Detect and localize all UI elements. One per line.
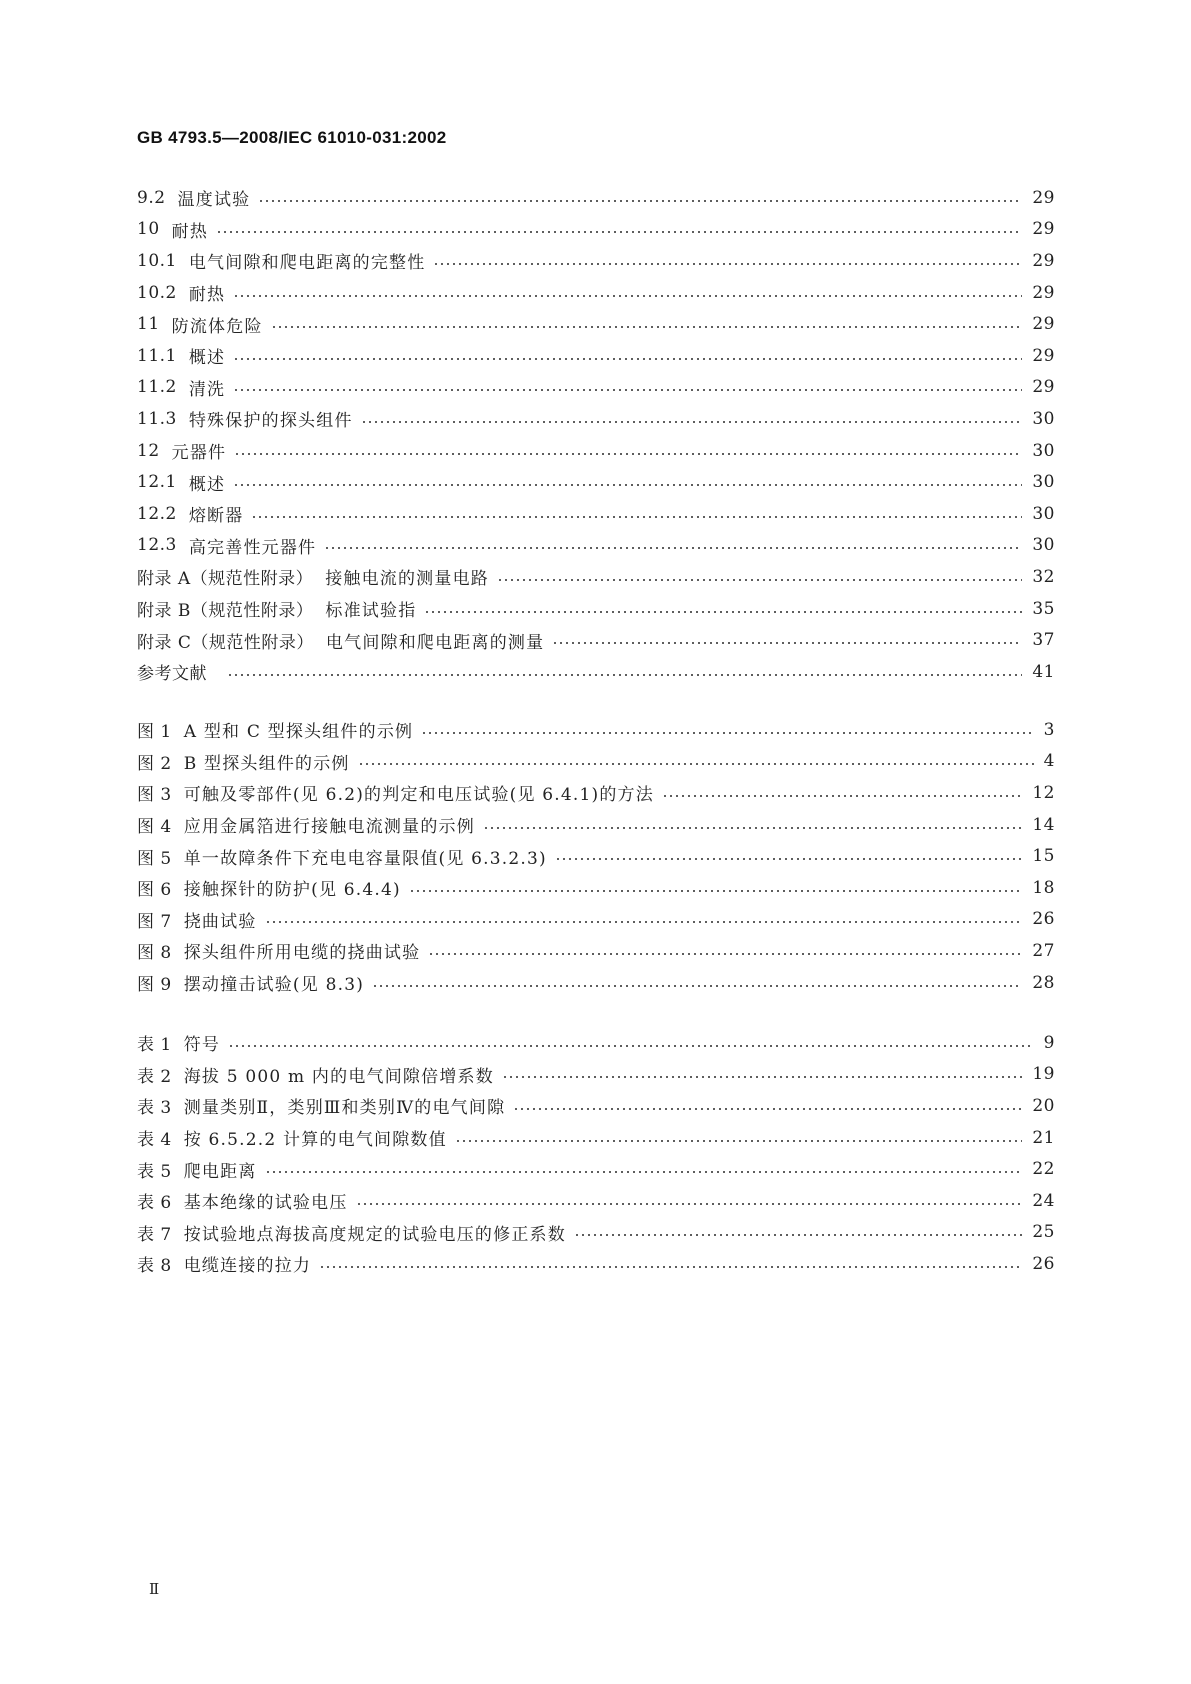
toc-entry-title: 耐热	[171, 221, 209, 242]
toc-entry-page: 30	[1032, 440, 1055, 461]
dot-leader	[513, 1108, 1022, 1110]
toc-entry-page: 29	[1032, 250, 1055, 271]
table-entry-number: 表 4	[137, 1130, 172, 1151]
figure-entry[interactable]	[137, 809, 1055, 841]
figure-entry-page: 18	[1032, 877, 1055, 898]
toc-entry-title: 熔断器	[188, 506, 244, 527]
table-entry-page: 21	[1032, 1127, 1055, 1148]
figure-entry-number: 图 8	[137, 943, 172, 964]
toc-entry-title: 耐热	[188, 285, 226, 306]
standard-id-header: GB 4793.5—2008/IEC 61010-031:2002	[137, 128, 447, 147]
figure-entry-number: 图 1	[137, 722, 172, 743]
table-entry-page: 26	[1032, 1253, 1055, 1274]
toc-entry[interactable]	[137, 624, 1055, 656]
dot-leader	[265, 1171, 1023, 1173]
table-entry-number: 表 8	[137, 1256, 172, 1277]
table-entry-number: 表 7	[137, 1224, 172, 1245]
toc-entry-title: 特殊保护的探头组件	[188, 411, 353, 432]
figure-entry-page: 4	[1043, 751, 1055, 772]
figure-entry-number: 图 2	[137, 753, 172, 774]
dot-leader	[574, 1234, 1022, 1236]
toc-entry-page: 41	[1032, 661, 1055, 682]
figure-entry[interactable]	[137, 872, 1055, 904]
figure-entry[interactable]	[137, 904, 1055, 936]
toc-entry-page: 32	[1032, 566, 1055, 587]
toc-entry[interactable]	[137, 372, 1055, 404]
table-entry[interactable]	[137, 1122, 1055, 1154]
figure-entry-title: 单一故障条件下充电电容量限值(见 6.3.2.3)	[183, 848, 547, 869]
figure-entry[interactable]	[137, 840, 1055, 872]
toc-entry-number: 参考文献	[137, 664, 207, 685]
dot-leader	[233, 358, 1022, 360]
table-entry-title: 电缆连接的拉力	[183, 1256, 312, 1277]
table-entry-title: 基本绝缘的试验电压	[183, 1193, 348, 1214]
figure-entry-title: B 型探头组件的示例	[183, 753, 350, 774]
dot-leader	[372, 985, 1022, 987]
figure-entry-number: 图 3	[137, 785, 172, 806]
toc-entry-number: 10.2	[137, 282, 177, 303]
table-entry-number: 表 1	[137, 1035, 172, 1056]
dot-leader	[233, 295, 1022, 297]
table-entry-title: 海拔 5 000 m 内的电气间隙倍增系数	[183, 1066, 494, 1087]
table-entry[interactable]	[137, 1090, 1055, 1122]
toc-entry-page: 37	[1032, 630, 1055, 651]
figure-entry-page: 28	[1032, 972, 1055, 993]
dot-leader	[319, 1266, 1022, 1268]
toc-entry[interactable]	[137, 498, 1055, 530]
figure-entry-page: 12	[1032, 782, 1055, 803]
toc-entry-number: 11.3	[137, 408, 177, 429]
dot-leader	[227, 674, 1022, 676]
table-entry-number: 表 3	[137, 1098, 172, 1119]
toc-entry-title: 温度试验	[177, 190, 251, 211]
figure-entry-page: 15	[1032, 846, 1055, 867]
dot-leader	[552, 642, 1022, 644]
toc-entry-page: 30	[1032, 472, 1055, 493]
toc-entry-page: 29	[1032, 187, 1055, 208]
table-entry-number: 表 5	[137, 1161, 172, 1182]
toc-entry-title: 元器件	[171, 443, 227, 464]
toc-entry-page: 30	[1032, 535, 1055, 556]
table-entry[interactable]	[137, 1185, 1055, 1217]
figure-entry-number: 图 5	[137, 848, 172, 869]
table-entry-number: 表 6	[137, 1193, 172, 1214]
table-entry-number: 表 2	[137, 1066, 172, 1087]
toc-entry[interactable]	[137, 245, 1055, 277]
figure-entry-title: 摆动撞击试验(见 8.3)	[183, 975, 365, 996]
toc-entry-page: 29	[1032, 314, 1055, 335]
dot-leader	[233, 389, 1022, 391]
table-entry-page: 25	[1032, 1222, 1055, 1243]
table-entry[interactable]	[137, 1217, 1055, 1249]
dot-leader	[497, 579, 1022, 581]
table-entry[interactable]	[137, 1059, 1055, 1091]
table-entry-title: 符号	[183, 1035, 221, 1056]
toc-entry-number: 附录 A（规范性附录）	[137, 569, 314, 590]
figure-entry-title: 接触探针的防护(见 6.4.4)	[183, 880, 401, 901]
toc-entry-title: 清洗	[188, 379, 226, 400]
toc-entry[interactable]	[137, 182, 1055, 214]
dot-leader	[228, 1045, 1034, 1047]
toc-entry-title: 电气间隙和爬电距离的完整性	[188, 253, 426, 274]
dot-leader	[265, 921, 1023, 923]
dot-leader	[234, 453, 1022, 455]
dot-leader	[455, 1140, 1023, 1142]
dot-leader	[428, 953, 1022, 955]
toc-entry-page: 29	[1032, 377, 1055, 398]
toc-entry-number: 12.3	[137, 535, 177, 556]
figure-entry-page: 3	[1043, 719, 1055, 740]
figure-entry-number: 图 6	[137, 880, 172, 901]
table-entry-title: 爬电距离	[183, 1161, 257, 1182]
dot-leader	[271, 326, 1023, 328]
toc-entry[interactable]	[137, 656, 1055, 688]
dot-leader	[251, 516, 1022, 518]
toc-entry[interactable]	[137, 340, 1055, 372]
toc-entry-title: 标准试验指	[325, 601, 417, 622]
toc-entry-number: 12.1	[137, 472, 177, 493]
figure-entry-page: 14	[1032, 814, 1055, 835]
figure-entry-page: 26	[1032, 909, 1055, 930]
table-entry[interactable]	[137, 1153, 1055, 1185]
dot-leader	[324, 547, 1022, 549]
toc-entry[interactable]	[137, 530, 1055, 562]
figure-entry[interactable]	[137, 714, 1055, 746]
table-entry-title: 测量类别Ⅱ，类别Ⅲ和类别Ⅳ的电气间隙	[183, 1098, 506, 1119]
toc-entry-number: 10.1	[137, 250, 177, 271]
figure-entry-number: 图 7	[137, 911, 172, 932]
figure-entry[interactable]	[137, 746, 1055, 778]
figure-entry[interactable]	[137, 777, 1055, 809]
dot-leader	[424, 611, 1022, 613]
toc-entry-title: 高完善性元器件	[188, 537, 317, 558]
dot-leader	[409, 890, 1023, 892]
table-entry-page: 19	[1032, 1064, 1055, 1085]
toc-entry-title: 概述	[188, 348, 226, 369]
table-entry[interactable]	[137, 1027, 1055, 1059]
dot-leader	[258, 200, 1022, 202]
tables-list	[137, 1027, 1055, 1280]
dot-leader	[216, 231, 1022, 233]
table-entry-page: 24	[1032, 1190, 1055, 1211]
dot-leader	[358, 763, 1034, 765]
toc-entry-page: 35	[1032, 598, 1055, 619]
figure-entry-title: 探头组件所用电缆的挠曲试验	[183, 943, 421, 964]
dot-leader	[421, 732, 1033, 734]
toc-entry-page: 30	[1032, 503, 1055, 524]
toc-entry-page: 30	[1032, 408, 1055, 429]
dot-leader	[483, 827, 1022, 829]
toc-entry-number: 附录 B（规范性附录）	[137, 601, 314, 622]
toc-entry-number: 12	[137, 440, 160, 461]
toc-entry[interactable]	[137, 403, 1055, 435]
dot-leader	[356, 1203, 1023, 1205]
toc-entry-number: 12.2	[137, 503, 177, 524]
figure-entry-number: 图 9	[137, 975, 172, 996]
contents-list	[137, 182, 1055, 688]
toc-entry-page: 29	[1032, 345, 1055, 366]
figure-entry-title: 挠曲试验	[183, 911, 257, 932]
dot-leader	[233, 484, 1022, 486]
figure-entry[interactable]	[137, 967, 1055, 999]
toc-entry-number: 11	[137, 314, 160, 335]
figure-entry-title: 应用金属箔进行接触电流测量的示例	[183, 817, 475, 838]
toc-entry[interactable]	[137, 466, 1055, 498]
table-entry-page: 20	[1032, 1095, 1055, 1116]
figure-entry-title: 可触及零部件(见 6.2)的判定和电压试验(见 6.4.1)的方法	[183, 785, 654, 806]
toc-entry[interactable]	[137, 308, 1055, 340]
figure-entry[interactable]	[137, 935, 1055, 967]
figure-entry-title: A 型和 C 型探头组件的示例	[183, 722, 414, 743]
figure-entry-number: 图 4	[137, 817, 172, 838]
toc-entry-number: 10	[137, 219, 160, 240]
toc-entry-title: 概述	[188, 474, 226, 495]
toc-entry[interactable]	[137, 435, 1055, 467]
toc-entry-page: 29	[1032, 219, 1055, 240]
figures-list	[137, 714, 1055, 998]
dot-leader	[502, 1076, 1022, 1078]
table-entry-title: 按试验地点海拔高度规定的试验电压的修正系数	[183, 1224, 566, 1245]
toc-entry[interactable]	[137, 561, 1055, 593]
toc-entry-title: 防流体危险	[171, 316, 263, 337]
toc-entry-title: 接触电流的测量电路	[325, 569, 489, 590]
toc-entry-number: 11.2	[137, 377, 177, 398]
toc-entry-number: 9.2	[137, 187, 166, 208]
dot-leader	[433, 263, 1022, 265]
dot-leader	[662, 795, 1022, 797]
toc-entry-number: 附录 C（规范性附录）	[137, 632, 314, 653]
toc-entry-page: 29	[1032, 282, 1055, 303]
toc-entry-title: 电气间隙和爬电距离的测量	[325, 632, 545, 653]
table-entry[interactable]	[137, 1248, 1055, 1280]
toc-entry[interactable]	[137, 214, 1055, 246]
toc-entry-number: 11.1	[137, 345, 177, 366]
table-entry-page: 22	[1032, 1159, 1055, 1180]
page-number: Ⅱ	[149, 1580, 160, 1598]
toc-entry[interactable]	[137, 277, 1055, 309]
table-entry-title: 按 6.5.2.2 计算的电气间隙数值	[183, 1130, 447, 1151]
dot-leader	[555, 858, 1022, 860]
table-entry-page: 9	[1043, 1032, 1055, 1053]
figure-entry-page: 27	[1032, 940, 1055, 961]
toc-entry[interactable]	[137, 593, 1055, 625]
dot-leader	[361, 421, 1023, 423]
